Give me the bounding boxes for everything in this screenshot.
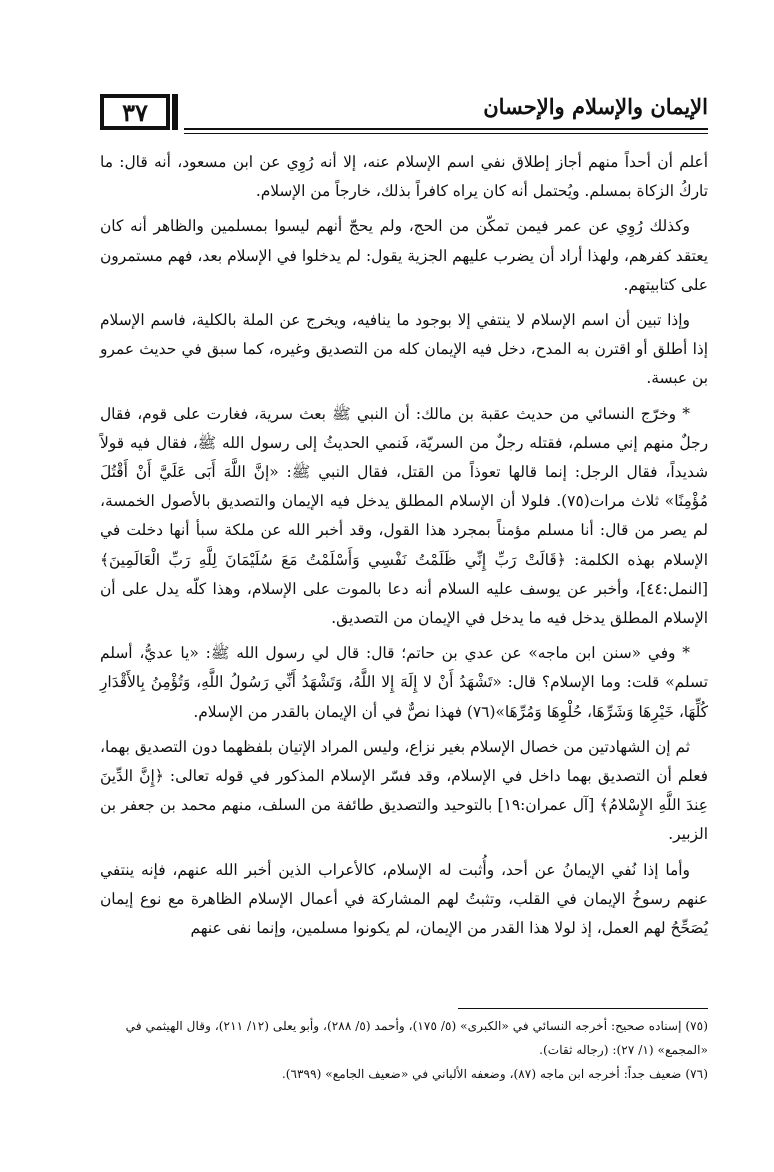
- running-title: الإيمان والإسلام والإحسان: [483, 94, 708, 119]
- footnotes: [100, 1014, 708, 1086]
- header-rule: [184, 128, 708, 130]
- paragraph: وإذا تبين أن اسم الإسلام لا ينتفي إلا بوجود ما ينافيه، ويخرج عن الملة بالكلية، فاسم الإسلام إذا أطلق أو اقترن به المدح، دخل فيه الإيمان كله من التصديق وغيره، كما سبق في حديث عمرو بن عبسة.: [100, 311, 708, 388]
- paragraph: وأما إذا نُفي الإيمانُ عن أحد، وأُثبت له الإسلام، كالأعراب الذين أخبر الله عنهم، فإنه ينتفي عنهم رسوخُ الإيمان في القلب، وتثبتُ لهم المشاركة في أعمال الإسلام الظاهرة مع نوع إيمان يُصَحِّحُ لهم العمل، إذ لولا هذا القدر من الإيمان، لم يكونوا مسلمين، وإنما نفى عنهم: [100, 860, 708, 938]
- footnote: (٧٥) إسناده صحيح: أخرجه النسائي في «الكبرى» (٥/ ١٧٥)، وأحمد (٥/ ٢٨٨)، وأبو يعلى (١٢/ ٢١١)، وقال الهيثمي في «المجمع» (١/ ٢٧): (رجاله ثقات).: [125, 1019, 708, 1057]
- paragraph: * وخرّج النسائي من حديث عقبة بن مالك: أن النبي ﷺ بعث سرية، فغارت على قوم، فقال رجلٌ منهم إني مسلم، فقتله رجلٌ من السريّة، فَنمي الحديثُ إلى رسول الله ﷺ، فقال فيه قولاً شديداً، فقال الرجل: إنما قالها تعوذاً من القتل، فقال النبي ﷺ: «إنَّ اللَّهَ أَبَى عَلَيَّ أَنْ أَقْتُلَ مُؤْمِنًا» ثلاث مرات(٧٥). فلولا أن الإسلام المطلق يدخل فيه الإيمان والتصديق بالأصول الخمسة، لم يصر من قال: أنا مسلم مؤمناً بمجرد هذا القول، وقد أخبر الله عن ملكة سبأ أنها دخلت في الإسلام بهذه الكلمة: ﴿قَالَتْ رَبِّ إِنِّي ظَلَمْتُ نَفْسِي وَأَسْلَمْتُ مَعَ سُلَيْمَانَ لِلَّهِ رَبِّ الْعَالَمِينَ﴾ [النمل:٤٤]، وأخبر عن يوسف عليه السلام أنه دعا بالموت على الإسلام، وهذا كلّه يدل على أن الإسلام المطلق يدخل فيه ما يدخل في الإيمان من التصديق.: [100, 404, 708, 628]
- footnote: (٧٦) ضعيف جداً: أخرجه ابن ماجه (٨٧)، وضعفه الألباني في «ضعيف الجامع» (٦٣٩٩).: [281, 1067, 708, 1081]
- page-header: [100, 90, 708, 136]
- body-text: [100, 148, 708, 949]
- paragraph: * وفي «سنن ابن ماجه» عن عدي بن حاتم؛ قال: قال لي رسول الله ﷺ: «يا عديُّ، أسلم تسلم» قلت: وما الإسلام؟ قال: «تَشْهَدُ أَنْ لا إِلَهَ إِلا اللَّهُ، وَتَشْهَدُ أَنِّي رَسُولُ اللَّهِ، وَتُؤْمِنُ بِالأَقْدَارِ كُلِّهَا، خَيْرِهَا وَشَرِّهَا، حُلْوِهَا وَمُرِّهَا»(٧٦) فهذا نصٌّ في أن الإيمان بالقدر من الإسلام.: [100, 644, 708, 721]
- footnote-rule: [458, 1008, 708, 1009]
- paragraph: أعلم أن أحداً منهم أجاز إطلاق نفي اسم الإسلام عنه، إلا أنه رُوِي عن ابن مسعود، أنه قال: ما تاركُ الزكاة بمسلم. ويُحتمل أنه كان يراه كافراً بذلك، خارجاً من الإسلام.: [100, 153, 708, 201]
- page-number-box-edge: [172, 94, 178, 130]
- paragraph: وكذلك رُوِي عن عمر فيمن تمكّن من الحج، ولم يحجّ أنهم ليسوا بمسلمين والظاهر أنه كان يعتقد كفرهم، ولهذا أراد أن يضرب عليهم الجزية يقول: لم يدخلوا في الإسلام بعد، فهم مستمرون على كتابيتهم.: [100, 217, 708, 294]
- header-rule-thin: [184, 133, 708, 134]
- paragraph: ثم إن الشهادتين من خصال الإسلام بغير نزاع، وليس المراد الإتيان بلفظهما دون التصديق بهما، فعلم أن التصديق بهما داخل في الإسلام، وقد فسّر الإسلام المذكور في قوله تعالى: ﴿إِنَّ الدِّينَ عِندَ اللَّهِ الإِسْلامُ﴾ [آل عمران:١٩] بالتوحيد والتصديق طائفة من السلف، منهم محمد بن جعفر بن الزبير.: [100, 737, 708, 844]
- page-number: ٣٧: [100, 94, 170, 130]
